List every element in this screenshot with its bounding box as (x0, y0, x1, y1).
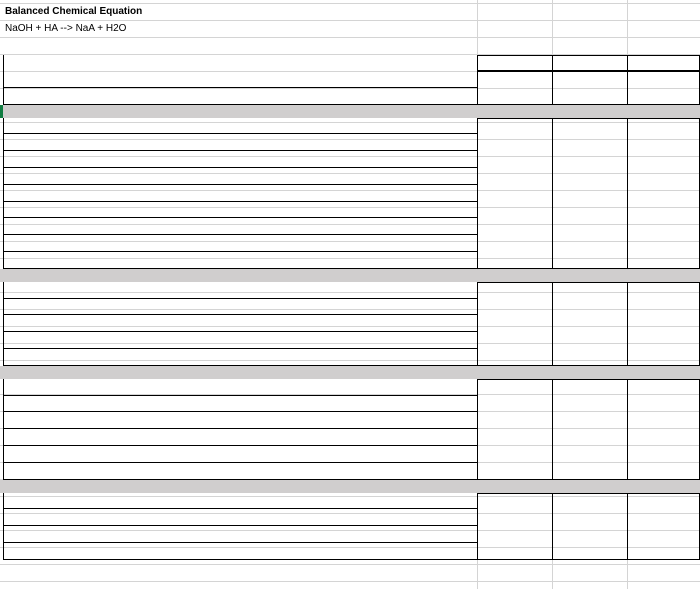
table-border (552, 55, 553, 71)
value-cell-trial-3[interactable] (627, 332, 700, 349)
table-border (477, 379, 478, 480)
column-header-trial-1[interactable] (477, 55, 552, 71)
row-label[interactable] (3, 429, 477, 446)
value-cell-trial-2[interactable] (552, 446, 627, 463)
equation-text[interactable]: NaOH + HA --> NaA + H2O (5, 22, 127, 34)
row-label[interactable] (3, 446, 477, 463)
value-cell-trial-1[interactable] (477, 349, 552, 366)
section-separator (0, 105, 700, 118)
value-cell-trial-3[interactable] (627, 151, 700, 168)
value-cell-trial-1[interactable] (477, 235, 552, 252)
value-cell-trial-3[interactable] (627, 412, 700, 429)
value-cell-trial-2[interactable] (552, 168, 627, 185)
value-cell-trial-1[interactable] (477, 71, 552, 88)
value-cell-trial-2[interactable] (552, 379, 627, 396)
table-border (3, 71, 4, 105)
value-cell-trial-3[interactable] (627, 315, 700, 332)
gridline-horizontal (0, 37, 700, 38)
row-label[interactable] (3, 252, 477, 269)
table-border (477, 71, 478, 105)
table-border (477, 379, 700, 380)
value-cell-trial-3[interactable] (627, 349, 700, 366)
row-label[interactable] (3, 379, 477, 396)
value-cell-trial-3[interactable] (627, 282, 700, 299)
table-border (477, 55, 478, 71)
table-border (477, 479, 700, 480)
row-label[interactable] (3, 134, 477, 151)
value-cell-trial-3[interactable] (627, 299, 700, 316)
value-cell-trial-3[interactable] (627, 134, 700, 151)
value-cell-trial-3[interactable] (627, 509, 700, 526)
table-border (3, 55, 4, 71)
table-border (477, 493, 700, 494)
table-border (477, 365, 700, 366)
row-label[interactable] (3, 463, 477, 480)
value-cell-trial-2[interactable] (552, 118, 627, 135)
table-border (627, 493, 628, 560)
row-label[interactable] (3, 202, 477, 219)
value-cell-trial-2[interactable] (552, 151, 627, 168)
value-cell-trial-1[interactable] (477, 151, 552, 168)
table-border (477, 493, 478, 560)
row-label[interactable] (3, 71, 477, 88)
value-cell-trial-3[interactable] (627, 396, 700, 413)
section-separator (0, 269, 700, 282)
value-cell-trial-1[interactable] (477, 379, 552, 396)
table-border (477, 118, 478, 269)
value-cell-trial-3[interactable] (627, 202, 700, 219)
column-header-details[interactable] (3, 55, 477, 71)
value-cell-trial-1[interactable] (477, 168, 552, 185)
value-cell-trial-2[interactable] (552, 71, 627, 88)
value-cell-trial-3[interactable] (627, 429, 700, 446)
value-cell-trial-3[interactable] (627, 543, 700, 560)
value-cell-trial-1[interactable] (477, 526, 552, 543)
value-cell-trial-1[interactable] (477, 134, 552, 151)
value-cell-trial-2[interactable] (552, 282, 627, 299)
table-border (3, 282, 4, 366)
table-border (477, 282, 700, 283)
value-cell-trial-1[interactable] (477, 118, 552, 135)
table-border (627, 55, 628, 71)
value-cell-trial-1[interactable] (477, 252, 552, 269)
row-label[interactable] (3, 396, 477, 413)
row-label[interactable] (3, 151, 477, 168)
value-cell-trial-1[interactable] (477, 446, 552, 463)
table-border (627, 282, 628, 366)
value-cell-trial-2[interactable] (552, 202, 627, 219)
row-label[interactable] (3, 282, 477, 299)
value-cell-trial-1[interactable] (477, 412, 552, 429)
row-label[interactable] (3, 493, 477, 510)
value-cell-trial-1[interactable] (477, 463, 552, 480)
row-label[interactable] (3, 218, 477, 235)
table-border (552, 379, 553, 480)
value-cell-trial-2[interactable] (552, 429, 627, 446)
value-cell-trial-3[interactable] (627, 218, 700, 235)
row-label[interactable] (3, 88, 477, 105)
value-cell-trial-1[interactable] (477, 202, 552, 219)
value-cell-trial-3[interactable] (627, 168, 700, 185)
gridline-horizontal (0, 581, 700, 582)
value-cell-trial-2[interactable] (552, 493, 627, 510)
row-label[interactable] (3, 543, 477, 560)
table-border (552, 282, 553, 366)
column-header-trial-3[interactable] (627, 55, 700, 71)
row-label[interactable] (3, 168, 477, 185)
value-cell-trial-2[interactable] (552, 509, 627, 526)
table-border (627, 118, 628, 269)
value-cell-trial-1[interactable] (477, 509, 552, 526)
value-cell-trial-3[interactable] (627, 493, 700, 510)
row-label[interactable] (3, 299, 477, 316)
section-separator (0, 480, 700, 493)
row-label[interactable] (3, 412, 477, 429)
value-cell-trial-2[interactable] (552, 315, 627, 332)
value-cell-trial-3[interactable] (627, 71, 700, 88)
row-label[interactable] (3, 315, 477, 332)
row-label[interactable] (3, 185, 477, 202)
selection-edge-accent (0, 105, 3, 118)
value-cell-trial-2[interactable] (552, 235, 627, 252)
value-cell-trial-1[interactable] (477, 315, 552, 332)
table-border (477, 118, 700, 119)
value-cell-trial-3[interactable] (627, 463, 700, 480)
row-label[interactable] (3, 235, 477, 252)
table-border (3, 493, 4, 560)
value-cell-trial-1[interactable] (477, 396, 552, 413)
table-border (477, 71, 700, 72)
row-label[interactable] (3, 526, 477, 543)
value-cell-trial-3[interactable] (627, 379, 700, 396)
value-cell-trial-1[interactable] (477, 299, 552, 316)
table-border (3, 379, 4, 480)
row-label[interactable] (3, 509, 477, 526)
table-border (627, 379, 628, 480)
value-cell-trial-2[interactable] (552, 412, 627, 429)
value-cell-trial-1[interactable] (477, 429, 552, 446)
value-cell-trial-2[interactable] (552, 185, 627, 202)
value-cell-trial-1[interactable] (477, 543, 552, 560)
row-label[interactable] (3, 118, 477, 135)
row-label[interactable] (3, 332, 477, 349)
value-cell-trial-1[interactable] (477, 218, 552, 235)
value-cell-trial-3[interactable] (627, 526, 700, 543)
row-underline (3, 559, 477, 560)
value-cell-trial-2[interactable] (552, 349, 627, 366)
table-border (552, 118, 553, 269)
value-cell-trial-3[interactable] (627, 446, 700, 463)
table-border (477, 55, 700, 56)
table-border (477, 268, 700, 269)
table-border (3, 118, 4, 269)
value-cell-trial-2[interactable] (552, 88, 627, 105)
gridline-horizontal (0, 564, 700, 565)
value-cell-trial-2[interactable] (552, 543, 627, 560)
value-cell-trial-1[interactable] (477, 185, 552, 202)
value-cell-trial-2[interactable] (552, 463, 627, 480)
value-cell-trial-3[interactable] (627, 88, 700, 105)
value-cell-trial-1[interactable] (477, 88, 552, 105)
table-border (627, 71, 628, 105)
value-cell-trial-1[interactable] (477, 282, 552, 299)
table-border (552, 71, 553, 105)
equation-title[interactable]: Balanced Chemical Equation (5, 5, 143, 17)
value-cell-trial-2[interactable] (552, 332, 627, 349)
value-cell-trial-2[interactable] (552, 526, 627, 543)
section-separator (0, 366, 700, 379)
value-cell-trial-3[interactable] (627, 235, 700, 252)
value-cell-trial-2[interactable] (552, 299, 627, 316)
value-cell-trial-3[interactable] (627, 185, 700, 202)
table-border (477, 559, 700, 560)
value-cell-trial-2[interactable] (552, 218, 627, 235)
value-cell-trial-2[interactable] (552, 396, 627, 413)
value-cell-trial-3[interactable] (627, 252, 700, 269)
value-cell-trial-1[interactable] (477, 493, 552, 510)
value-cell-trial-2[interactable] (552, 134, 627, 151)
value-cell-trial-3[interactable] (627, 118, 700, 135)
table-border (477, 104, 700, 105)
table-border (477, 282, 478, 366)
row-label[interactable] (3, 349, 477, 366)
column-header-trial-2[interactable] (552, 55, 627, 71)
value-cell-trial-1[interactable] (477, 332, 552, 349)
value-cell-trial-2[interactable] (552, 252, 627, 269)
table-border (552, 493, 553, 560)
